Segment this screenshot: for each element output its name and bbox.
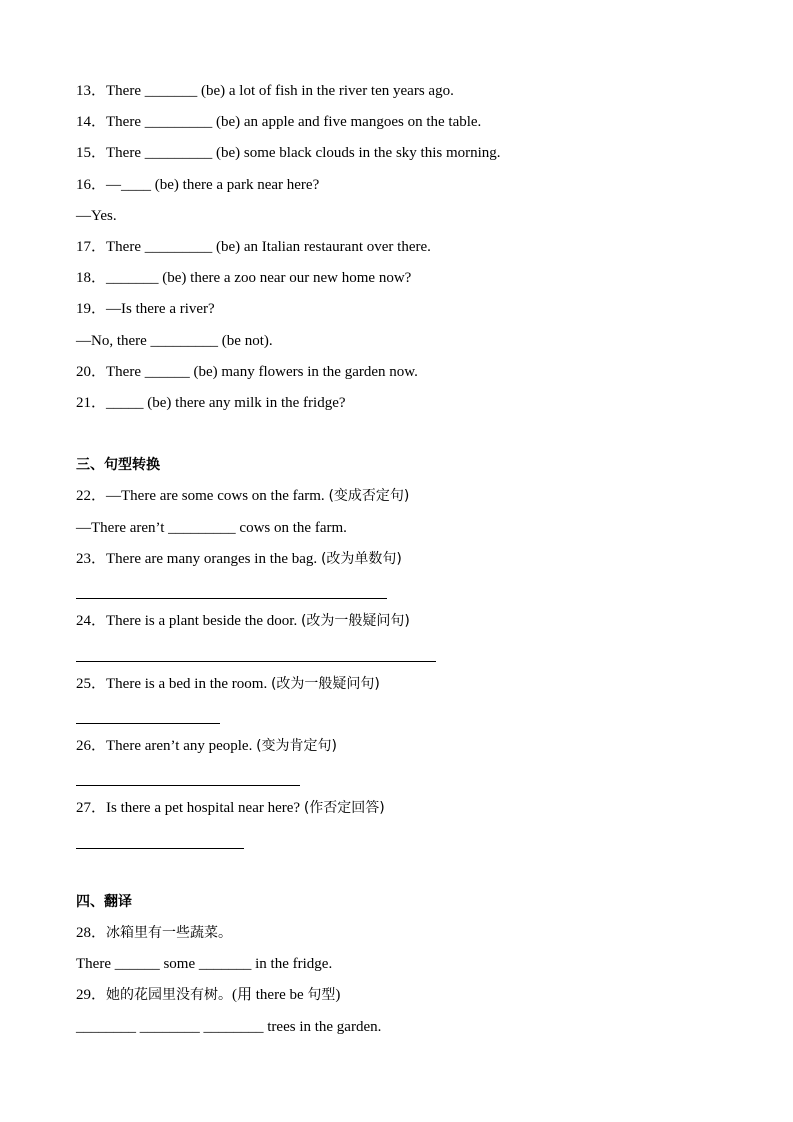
question-15: 15．There _________ (be) some black clouds in the sky this morning. [76,145,501,162]
answer-line-24 [76,637,736,668]
question-26: 26．There aren’t any people. (变为肯定句) [76,737,338,754]
question-13: 13．There _______ (be) a lot of fish in the river ten years ago. [76,83,454,99]
answer-line-27 [76,825,736,856]
answer-line-26 [76,762,736,793]
section-4-heading: 四、翻译 [76,893,132,910]
be-questions-list [76,76,736,419]
answer-rule [76,723,220,724]
question-17: 17．There _________ (be) an Italian restaurant over there. [76,238,431,255]
question-27: 27．Is there a pet hospital near here? (作否定回答) [76,800,385,817]
answer-rule [76,848,244,849]
question-16: 16．—____ (be) there a park near here? [76,176,320,193]
question-29: 29．她的花园里没有树。(用 there be 句型) [76,987,341,1004]
question-20: 20．There ______ (be) many flowers in the garden now. [76,363,418,380]
answer-rule [76,598,387,599]
question-21: 21．_____ (be) there any milk in the fridge? [76,394,346,411]
answer-rule [76,785,300,786]
question-22: 22．—There are some cows on the farm. (变成否定句) [76,488,410,505]
question-19-reply: —No, there _________ (be not). [76,332,273,349]
worksheet-page [76,76,736,1043]
question-23: 23．There are many oranges in the bag. (改为单数句) [76,550,402,567]
question-28-answer: There ______ some _______ in the fridge. [76,956,333,973]
section-3-heading: 三、句型转换 [76,457,160,474]
question-19: 19．—Is there a river? [76,301,215,318]
question-22-answer: —There aren’t _________ cows on the farm. [76,519,347,536]
question-14: 14．There _________ (be) an apple and five mangoes on the table. [76,114,482,131]
spacer [76,856,736,887]
answer-rule [76,661,436,662]
question-25: 25．There is a bed in the room. (改为一般疑问句) [76,675,380,692]
question-24: 24．There is a plant beside the door. (改为一般疑问句) [76,613,410,630]
question-29-answer: ________ ________ ________ trees in the garden. [76,1018,382,1035]
question-28: 28．冰箱里有一些蔬菜。 [76,925,233,942]
question-18: 18．_______ (be) there a zoo near our new home now? [76,270,412,287]
spacer [76,419,736,450]
answer-line-23 [76,575,736,606]
answer-line-25 [76,700,736,731]
question-16-reply: —Yes. [76,207,117,224]
